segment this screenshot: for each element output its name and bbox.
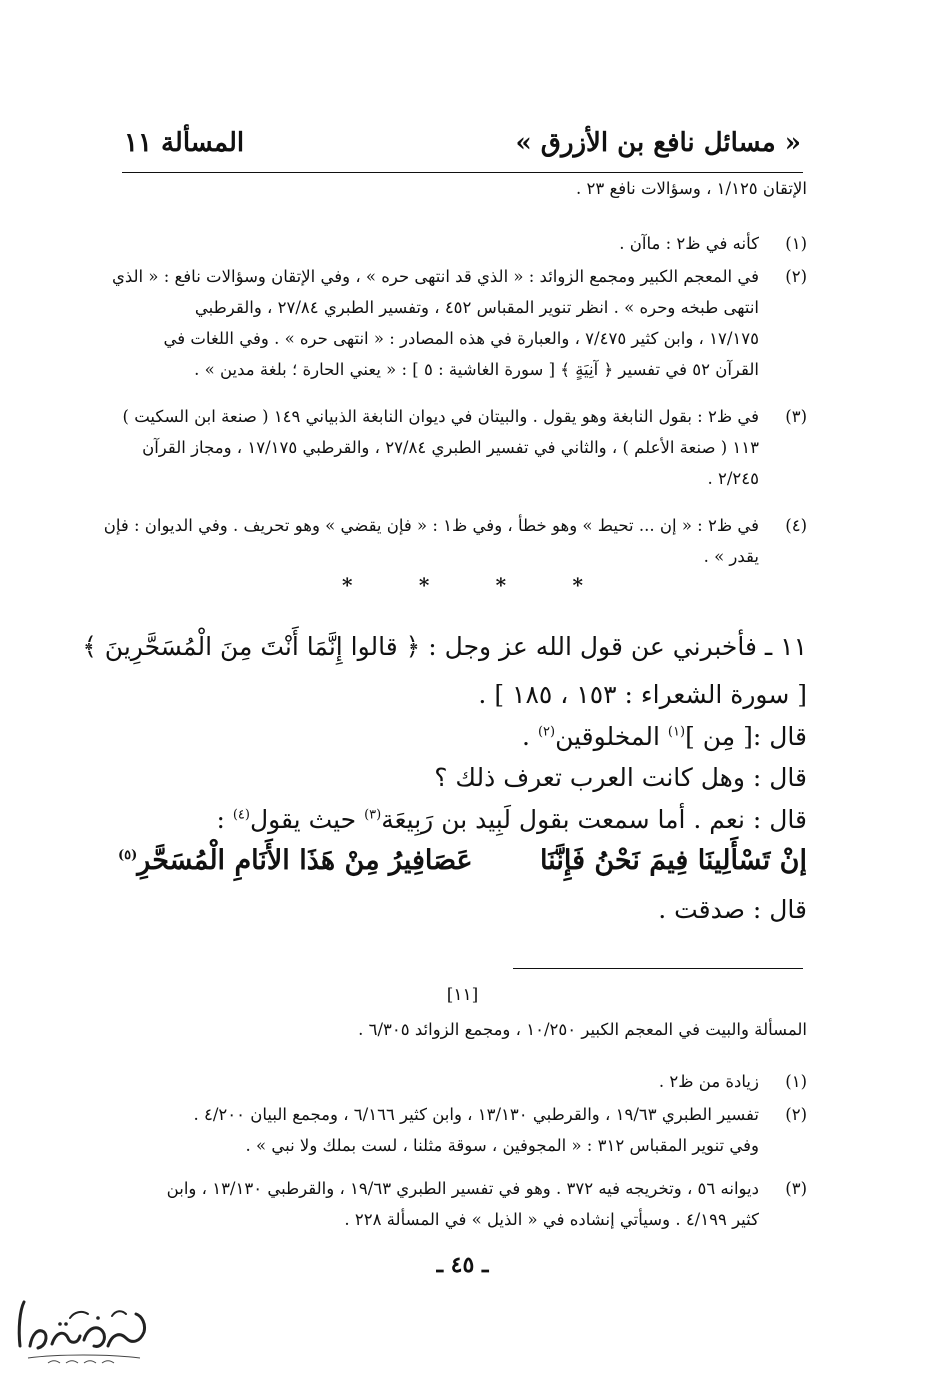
bottom-footnote-2 (120, 1099, 807, 1161)
footnote-number: (٣) (785, 407, 807, 426)
star-glyph: * (342, 573, 353, 597)
footnote-ref: (٣) (364, 807, 382, 823)
answer-line-2: قال : وهل كانت العرب تعرف ذلك ؟ (434, 763, 807, 792)
footnote-section-ref: [١١] (446, 985, 479, 1005)
answer-line-1 (522, 722, 807, 751)
answer-text: حيث يقول (249, 805, 365, 834)
verse-second-hemistich (118, 845, 473, 876)
answer-text: قال :[ مِن ] (685, 722, 807, 751)
star-glyph: * (418, 573, 430, 597)
footnote-intro: المسألة والبيت في المعجم الكبير ١٠/٢٥٠ ، ومجمع الزوائد ٦/٣٠٥ . (358, 1020, 807, 1039)
footnote-line: كأنه في ظ٢ : ماآن . (619, 234, 759, 253)
footnote-line: ديوانه ٥٦ ، وتخريجه فيه ٣٧٢ . وهو في تفسير الطبري ١٩/٦٣ ، والقرطبي ١٣/١٣٠ ، وابن (166, 1179, 759, 1198)
star-glyph: * (495, 573, 507, 597)
footnote-number: (١) (785, 234, 807, 253)
answer-text: قال : نعم . أما سمعت بقول لَبِيد بن رَبِيعَة (381, 805, 807, 834)
bottom-footnote-3 (120, 1173, 807, 1235)
footnote-ref: (١) (667, 724, 686, 740)
star-glyph: * (572, 573, 583, 597)
verse-first-hemistich: إنْ تَسْأَلِينَا فِيمَ نَحْنُ فَإِنَّنَا (539, 845, 807, 876)
answer-line-3 (216, 805, 807, 834)
footnote-line: ١٧/١٧٥ ، وابن كثير ٧/٤٧٥ ، والعبارة في هذه المصادر : « انتهى حره » . وفي اللغات في (163, 329, 759, 348)
footnote-number: (٣) (785, 1179, 807, 1198)
bottom-footnote-1 (120, 1066, 807, 1097)
footnote-continuation: الإتقان ١/١٢٥ ، وسؤالات نافع ٢٣ . (575, 179, 807, 198)
footnote-rule (513, 968, 803, 969)
answer-text: : (216, 805, 233, 834)
footnote-line: كثير ٤/١٩٩ . وسيأتي إنشاده في « الذيل » في المسألة ٢٢٨ . (344, 1210, 759, 1229)
footnote-line: تفسير الطبري ١٩/٦٣ ، والقرطبي ١٣/١٣٠ ، وابن كثير ٦/١٦٦ ، ومجمع البيان ٤/٢٠٠ . (193, 1105, 759, 1124)
running-title: « مسائل نافع بن الأزرق » (515, 128, 801, 158)
footnote-line: في المعجم الكبير ومجمع الزوائد : « الذي قد انتهى حره » ، وفي الإتقان وسؤالات نافع : « الذي (111, 267, 759, 286)
footnote-number: (١) (785, 1072, 807, 1091)
footnote-line: يقدر » . (703, 547, 759, 566)
footnote-line: في ظ٢ : « إن ... تحيط » وهو خطأ ، وفي ظ١ : « فإن يقضي » وهو تحريف . وفي الديوان : فإن (103, 516, 759, 535)
answer-text: . (522, 722, 538, 751)
footnote-ref: (٢) (537, 724, 556, 740)
footnote-line: في ظ٢ : بقول النابغة وهو يقول . والبيتان في ديوان النابغة الذبياني ١٤٩ ( صنعة ابن السكيت ) (122, 407, 759, 426)
footnote-line: زيادة من ظ٢ . (658, 1072, 759, 1091)
calligraphy-logo-icon (8, 1288, 158, 1370)
footnote-line: القرآن ٥٢ في تفسير ﴿ آنِيَةٍ ﴾ [ سورة الغاشية : ٥ ] : « يعني الحارة ؛ بلغة مدين » . (194, 360, 759, 379)
footnote-number: (٢) (785, 267, 807, 286)
section-number: المسألة ١١ (124, 128, 245, 158)
question-line-1: ١١ ـ فأخبرني عن قول الله عز وجل : ﴿ قالوا إِنَّمَا أَنْتَ مِنَ الْمُسَحَّرِينَ ﴾ (82, 632, 807, 661)
footnote-line: انتهى طبخه وحره » . انظر تنوير المقباس ٤٥٢ ، وتفسير الطبري ٢٧/٨٤ ، والقرطبي (194, 298, 759, 317)
footnote-line: وفي تنوير المقباس ٣١٢ : « المجوفين ، سوقة مثلنا ، لست بملك ولا نبي » . (245, 1136, 759, 1155)
footnote-line: ٢/٢٤٥ . (707, 469, 759, 488)
footnote-number: (٢) (785, 1105, 807, 1124)
answer-line-4: قال : صدقت . (658, 895, 807, 924)
footnote-ref: (٤) (232, 807, 250, 823)
footnote-line: ١١٣ ( صنعة الأعلم ) ، والثاني في تفسير الطبري ٢٧/٨٤ ، والقرطبي ١٧/١٧٥ ، ومجاز القرآن (142, 438, 759, 457)
footnote-number: (٤) (785, 516, 807, 535)
question-line-2: [ سورة الشعراء : ١٥٣ ، ١٨٥ ] . (478, 680, 807, 709)
publisher-stamp (8, 1288, 158, 1370)
page-number: ـ ٤٥ ـ (436, 1252, 489, 1278)
footnote-ref: (٥) (118, 848, 138, 863)
verse-text: عَصَافِيرُ مِنْ هَذَا الأَنَامِ الْمُسَحَّرِ (137, 845, 473, 876)
answer-text: المخلوقين (555, 722, 668, 751)
